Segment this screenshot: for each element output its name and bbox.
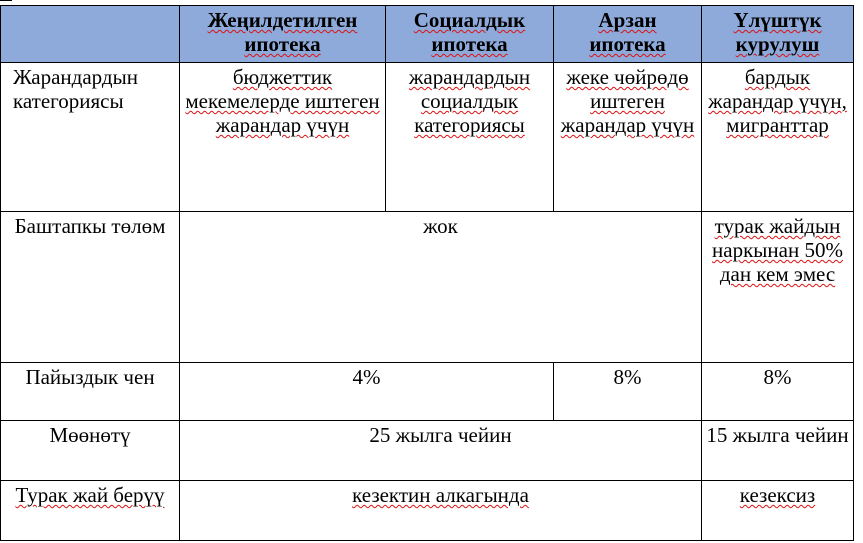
cell-term-shared: 15 жылга чейин xyxy=(702,421,854,481)
cell-category-affordable: жеке чөйрөдө иштеген жарандар үчүн xyxy=(554,63,702,212)
cell-category-preferential: бюджеттик мекемелерде иштеген жарандар үчүн xyxy=(180,63,386,212)
row-citizen-category xyxy=(1,63,854,212)
header-affordable-mortgage: Арзан ипотека xyxy=(554,6,702,63)
header-empty-cell xyxy=(1,6,180,63)
cell-rate-shared: 8% xyxy=(702,363,854,421)
cell-rate-affordable: 8% xyxy=(554,363,702,421)
cell-payment-first-three: жок xyxy=(180,212,702,363)
row-label-initial-payment: Баштапкы төлөм xyxy=(1,212,180,363)
cell-category-shared: бардык жарандар үчүн, мигранттар xyxy=(702,63,854,212)
row-initial-payment xyxy=(1,212,854,363)
row-housing-provision xyxy=(1,481,854,541)
row-label-term: Мөөнөтү xyxy=(1,421,180,481)
cell-housing-first-three: кезектин алкагында xyxy=(180,481,702,541)
header-social-mortgage: Социалдык ипотека xyxy=(386,6,554,63)
header-preferential-mortgage: Жеңилдетилген ипотека xyxy=(180,6,386,63)
header-shared-construction: Үлүштүк курулуш xyxy=(702,6,854,63)
row-term xyxy=(1,421,854,481)
cell-rate-first-two: 4% xyxy=(180,363,554,421)
row-label-interest-rate: Пайыздык чен xyxy=(1,363,180,421)
header-row xyxy=(1,6,854,63)
page-corner-mark xyxy=(0,0,12,4)
row-interest-rate xyxy=(1,363,854,421)
row-label-citizen-category: Жарандардын категориясы xyxy=(1,63,180,212)
cell-category-social: жарандардын социалдык категориясы xyxy=(386,63,554,212)
cell-housing-shared: кезексиз xyxy=(702,481,854,541)
mortgage-comparison-table xyxy=(0,5,854,541)
cell-term-first-three: 25 жылга чейин xyxy=(180,421,702,481)
row-label-housing-provision: Турак жай берүү xyxy=(1,481,180,541)
cell-payment-shared: турак жайдын наркынан 50% дан кем эмес xyxy=(702,212,854,363)
